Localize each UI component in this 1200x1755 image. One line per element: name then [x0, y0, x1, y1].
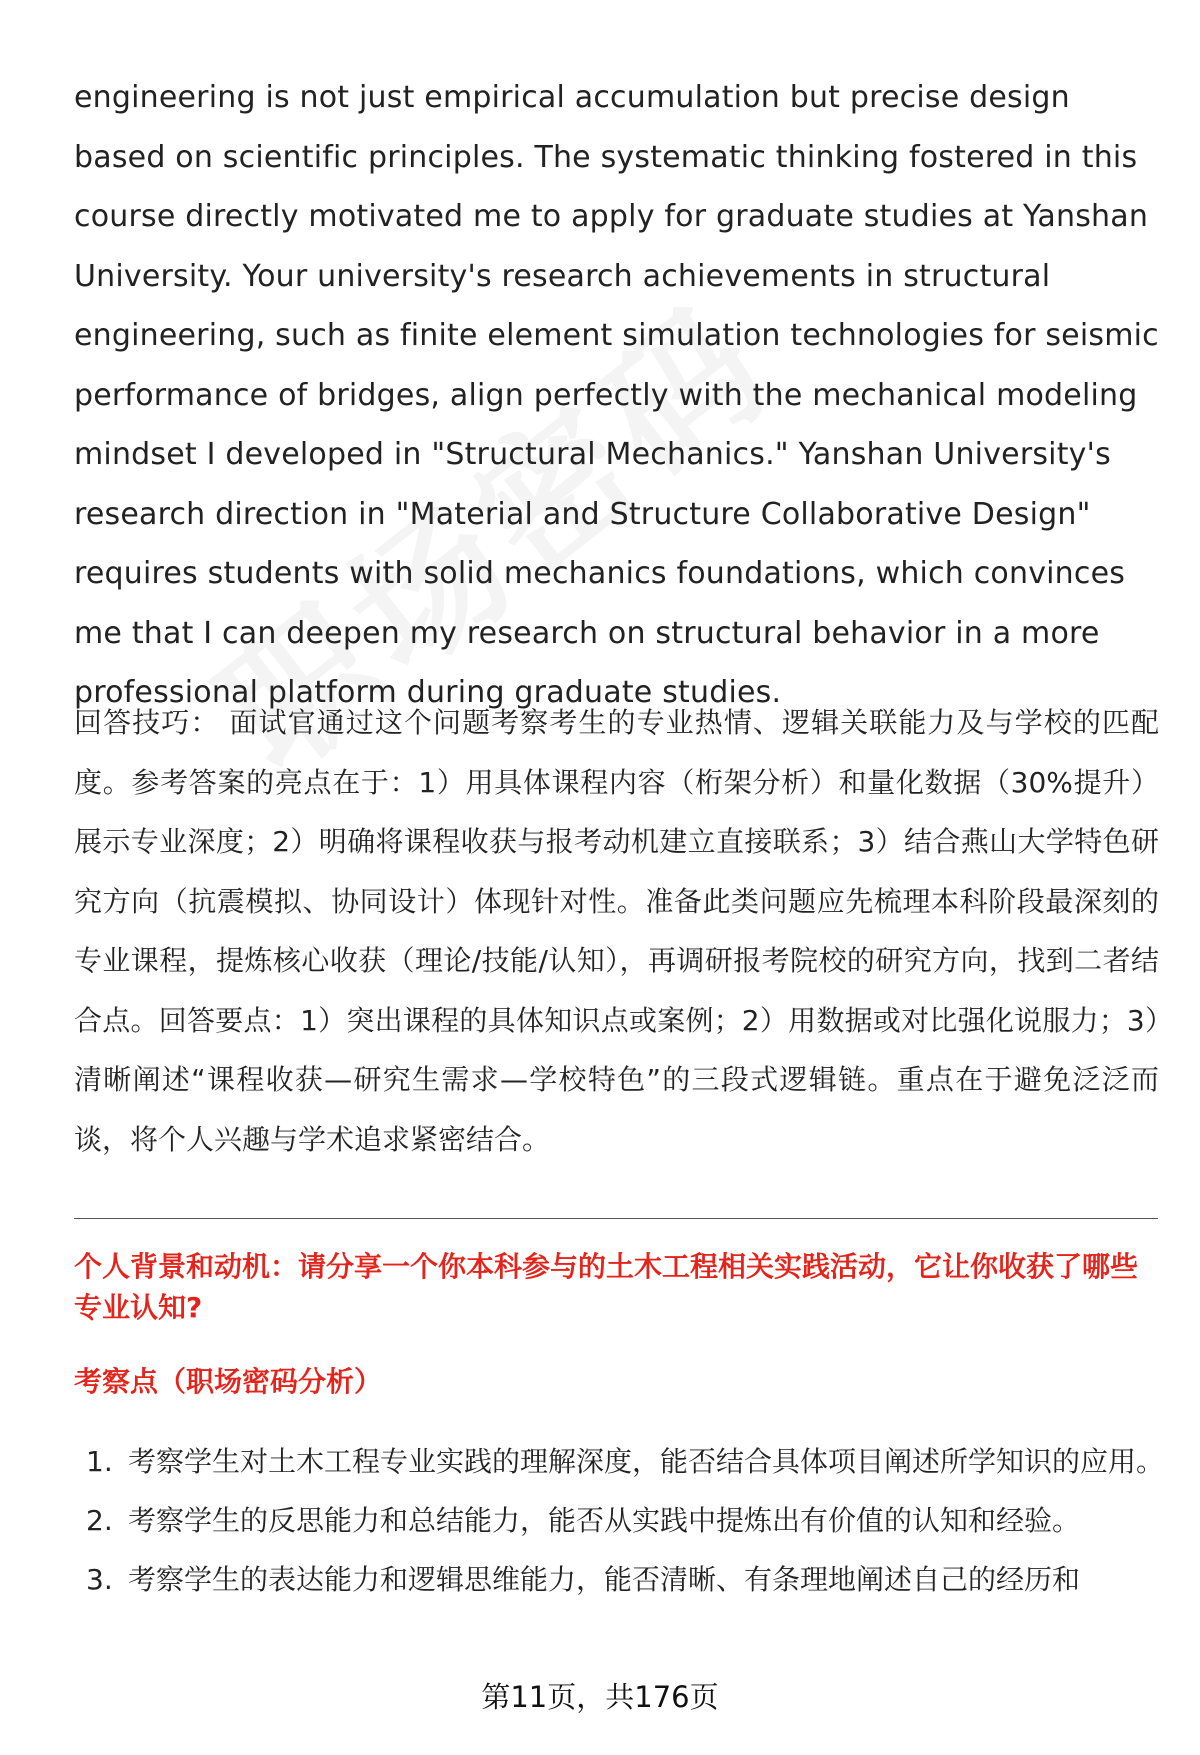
answer-paragraph-english: engineering is not just empirical accumulation but precise design based on scientific principles. The systematic thinking fostered in this course directly motivated me to apply for graduate studies at Yanshan University. Your university's research achievements in structural engineering, such as finite element simulation technologies for seismic performance of bridges, align perfectly with the mechanical modeling mindset I developed in "Structural Mechanics." Yanshan University's research direction in "Material and Structure Collaborative Design" requires students with solid mechanics foundations, which convinces me that I can deepen my research on structural behavior in a more professional platform during graduate studies. [74, 80, 1159, 710]
list-item-text: 考察学生的表达能力和逻辑思维能力，能否清晰、有条理地阐述自己的经历和 [128, 1563, 1081, 1596]
question-heading: 个人背景和动机：请分享一个你本科参与的土木工程相关实践活动，它让你收获了哪些专业认知? [74, 1250, 1139, 1324]
assessment-points-list [74, 1432, 1164, 1609]
list-item [74, 1491, 1164, 1550]
section-divider [74, 1218, 1158, 1219]
list-item-text: 考察学生的反思能力和总结能力，能否从实践中提炼出有价值的认知和经验。 [128, 1504, 1081, 1537]
list-item-number: 3. [86, 1563, 113, 1596]
list-item [74, 1550, 1164, 1609]
assessment-points-heading: 考察点（职场密码分析） [74, 1365, 383, 1398]
list-item [74, 1432, 1164, 1491]
list-item-text: 考察学生对土木工程专业实践的理解深度，能否结合具体项目阐述所学知识的应用。 [128, 1445, 1165, 1478]
answer-tips-paragraph: 回答技巧： 面试官通过这个问题考察考生的专业热情、逻辑关联能力及与学校的匹配度。参考答案的亮点在于：1）用具体课程内容（桁架分析）和量化数据（30%提升）展示专业深度；2）明确将课程收获与报考动机建立直接联系；3）结合燕山大学特色研究方向（抗震模拟、协同设计）体现针对性。准备此类问题应先梳理本科阶段最深刻的专业课程，提炼核心收获（理论/技能/认知），再调研报考院校的研究方向，找到二者结合点。回答要点：1）突出课程的具体知识点或案例；2）用数据或对比强化说服力；3）清晰阐述“课程收获—研究生需求—学校特色”的三段式逻辑链。重点在于避免泛泛而谈，将个人兴趣与学术追求紧密结合。 [74, 706, 1159, 1156]
list-item-number: 2. [86, 1504, 113, 1537]
page-number-footer: 第11页，共176页 [481, 1680, 719, 1714]
list-item-number: 1. [86, 1445, 113, 1478]
